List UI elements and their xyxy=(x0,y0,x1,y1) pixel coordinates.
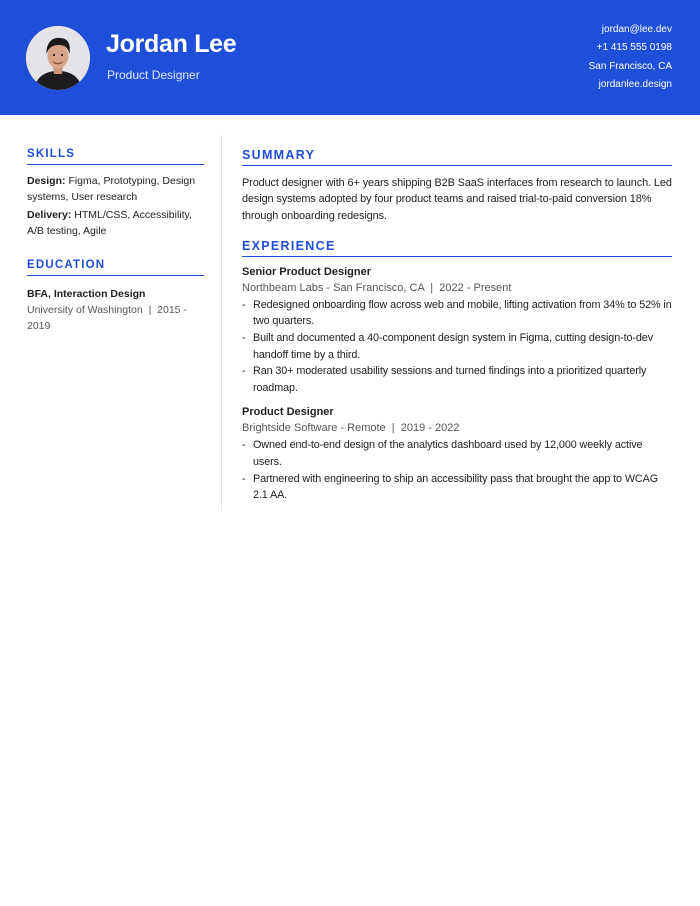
education-school: University of Washington | 2015 - 2019 xyxy=(27,304,190,333)
job-bullet: - Owned end-to-end design of the analytics dashboard used by 12,000 weekly active users. xyxy=(242,437,672,470)
contact-location: San Francisco, CA xyxy=(588,60,672,72)
job-bullet: - Redesigned onboarding flow across web and mobile, lifting activation from 34% to 52% in two quarters. xyxy=(242,297,672,330)
person-avatar-icon xyxy=(26,26,90,90)
job-meta: Northbeam Labs - San Francisco, CA | 2022 - Present xyxy=(242,281,512,294)
education-entry xyxy=(27,286,204,335)
skill-row-design xyxy=(27,173,204,206)
main-content xyxy=(242,148,672,504)
skill-label: Delivery: xyxy=(27,208,72,221)
skill-text: Figma, Prototyping, Design systems, User research xyxy=(27,175,196,204)
candidate-name: Jordan Lee xyxy=(106,30,237,58)
job-bullet: - Ran 30+ moderated usability sessions and turned findings into a prioritized quarterly roadmap. xyxy=(242,363,672,396)
contact-info xyxy=(589,21,672,95)
skills-list xyxy=(27,173,204,240)
column-divider xyxy=(221,135,222,511)
summary-heading: SUMMARY xyxy=(242,148,672,166)
candidate-role: Product Designer xyxy=(107,68,200,82)
skill-text: HTML/CSS, Accessibility, A/B testing, Agile xyxy=(27,208,192,238)
skill-label: Design: xyxy=(27,175,66,187)
contact-phone[interactable]: +1 415 555 0198 xyxy=(596,42,672,54)
skills-heading: SKILLS xyxy=(27,148,204,165)
job-bullet: - Built and documented a 40-component design system in Figma, cutting design-to-dev handoff time by a third. xyxy=(242,330,672,363)
job-bullet: - Partnered with engineering to ship an accessibility pass that brought the app to WCAG 2.1 AA. xyxy=(242,471,672,504)
job-bullets xyxy=(242,437,672,503)
profile-photo xyxy=(26,26,90,90)
job-title: Senior Product Designer xyxy=(242,265,371,278)
contact-website[interactable]: jordanlee.design xyxy=(598,79,672,91)
job-entry xyxy=(242,404,672,503)
job-meta: Brightside Software - Remote | 2019 - 2022 xyxy=(242,422,460,435)
summary-text: Product designer with 6+ years shipping B2B SaaS interfaces from research to launch. Led design systems adopted by four product teams and raised trial-to-paid conversion 18% through onboarding redesigns. xyxy=(242,177,672,222)
resume-header xyxy=(0,0,700,115)
job-title: Product Designer xyxy=(242,406,334,419)
skill-row-delivery xyxy=(27,207,204,240)
education-degree: BFA, Interaction Design xyxy=(27,287,146,300)
sidebar xyxy=(27,148,204,335)
contact-email[interactable]: jordan@lee.dev xyxy=(601,24,672,35)
job-entry xyxy=(242,264,672,397)
job-bullets xyxy=(242,297,672,397)
education-heading: EDUCATION xyxy=(27,259,204,276)
experience-heading: EXPERIENCE xyxy=(242,239,672,257)
